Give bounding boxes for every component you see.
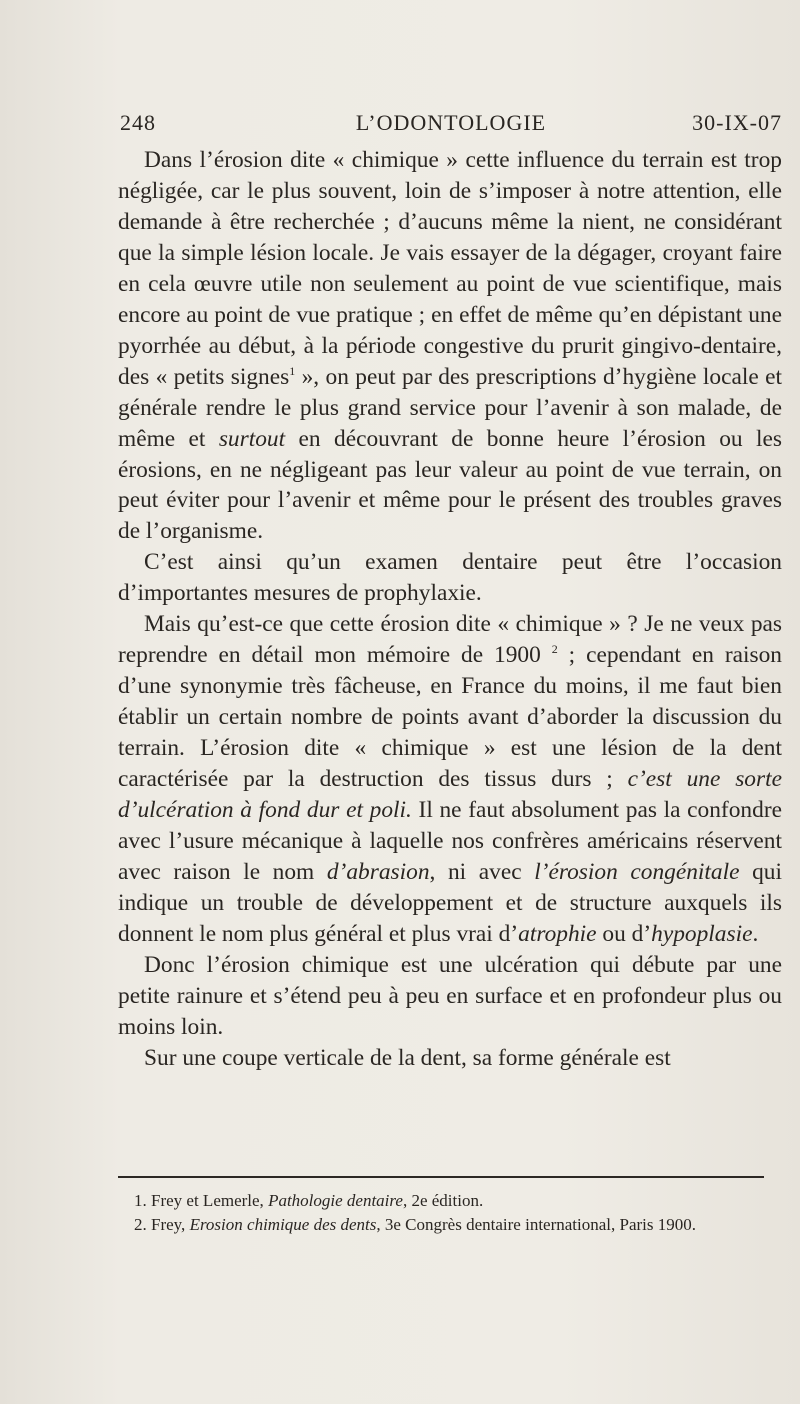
text-run: , 2e édition. [402, 1191, 484, 1210]
text-run: qui indique un trouble de développement et de structure auxquels ils donnent le nom plus général et plus vrai d’ [118, 858, 782, 947]
text-run: . [752, 920, 759, 947]
footnotes [118, 1189, 782, 1237]
text-run: », on peut par des prescriptions d’hygiène locale et générale rendre le plus grand service pour l’avenir à son malade, de même et [118, 363, 783, 452]
italic-text: d’abrasion [326, 858, 430, 885]
text-run: Dans l’érosion dite « chimique » cette influence du terrain est trop négligée, car le plus souvent, loin de s’imposer à notre attention, elle demande à être recherchée ; d’aucuns même la nient, ne considérant que la simple lésion locale. Je vais essayer de la dégager, croyant faire en cela œuvre utile non seulement au point de vue scientifique, mais encore au point de vue pratique ; en effet de même qu’en dépistant une pyorrhée au début, à la période congestive du prurit gingivo-dentaire, des « petits signes [118, 147, 782, 390]
text-run: Mais qu’est-ce que cette érosion dite « chimique » ? Je ne veux pas reprendre en détail mon mémoire de 1900 [118, 611, 782, 669]
main-text [118, 145, 782, 1074]
text-run: 1. Frey et Lemerle, [134, 1191, 269, 1210]
paragraph [118, 1043, 782, 1074]
paragraph [118, 950, 782, 1043]
footnote [118, 1189, 782, 1213]
footnote-ref: 2 [551, 642, 558, 657]
text-run: , 3e Congrès dentaire international, Paris 1900. [376, 1215, 697, 1234]
running-title: L’ODONTOLOGIE [355, 110, 547, 135]
italic-text: c’est une sorte d’ulcération à fond dur et poli. [118, 766, 782, 824]
text-run: en découvrant de bonne heure l’érosion ou les érosions, en ne négligeant pas leur valeur au point de vue terrain, on peut éviter pour l’avenir et même pour le présent des troubles graves de l’organisme. [118, 425, 782, 545]
italic-text: l’érosion congénitale [534, 858, 740, 885]
text-run: Sur une coupe verticale de la dent, sa forme générale est [144, 1044, 671, 1071]
paragraph [118, 609, 782, 949]
page-number: 248 [120, 110, 156, 135]
text-run: C’est ainsi qu’un examen dentaire peut être l’occasion d’importantes mesures de prophylaxie. [118, 549, 782, 607]
italic-text: Pathologie dentaire [268, 1191, 403, 1210]
text-run: Donc l’érosion chimique est une ulcération qui débute par une petite rainure et s’étend peu à peu en surface et en profondeur plus ou moins loin. [118, 951, 782, 1040]
paragraph [118, 547, 782, 609]
issue-date: 30-IX-07 [692, 110, 782, 135]
text-run: , ni avec [429, 858, 535, 885]
text-run: ou d’ [596, 920, 652, 947]
italic-text: surtout [218, 425, 286, 452]
paragraph [118, 145, 782, 547]
footnote-separator [118, 1176, 764, 1178]
footnote-ref: 1 [289, 363, 296, 378]
italic-text: hypoplasie [651, 920, 753, 947]
text-run: Il ne faut absolument pas la confondre avec l’usure mécanique à laquelle nos confrères américains réservent avec raison le nom [118, 797, 782, 885]
running-header [120, 110, 782, 140]
footnote [118, 1213, 782, 1237]
italic-text: Erosion chimique des dents [189, 1215, 377, 1234]
text-run: 2. Frey, [134, 1215, 190, 1234]
text-run: ; cependant en raison d’une synonymie très fâcheuse, en France du moins, il me faut bien établir un certain nombre de points avant d’aborder la discussion du terrain. L’érosion dite « chimique » est une lésion de la dent caractérisée par la destruction des tissus durs ; [118, 642, 783, 793]
italic-text: atrophie [518, 920, 597, 947]
